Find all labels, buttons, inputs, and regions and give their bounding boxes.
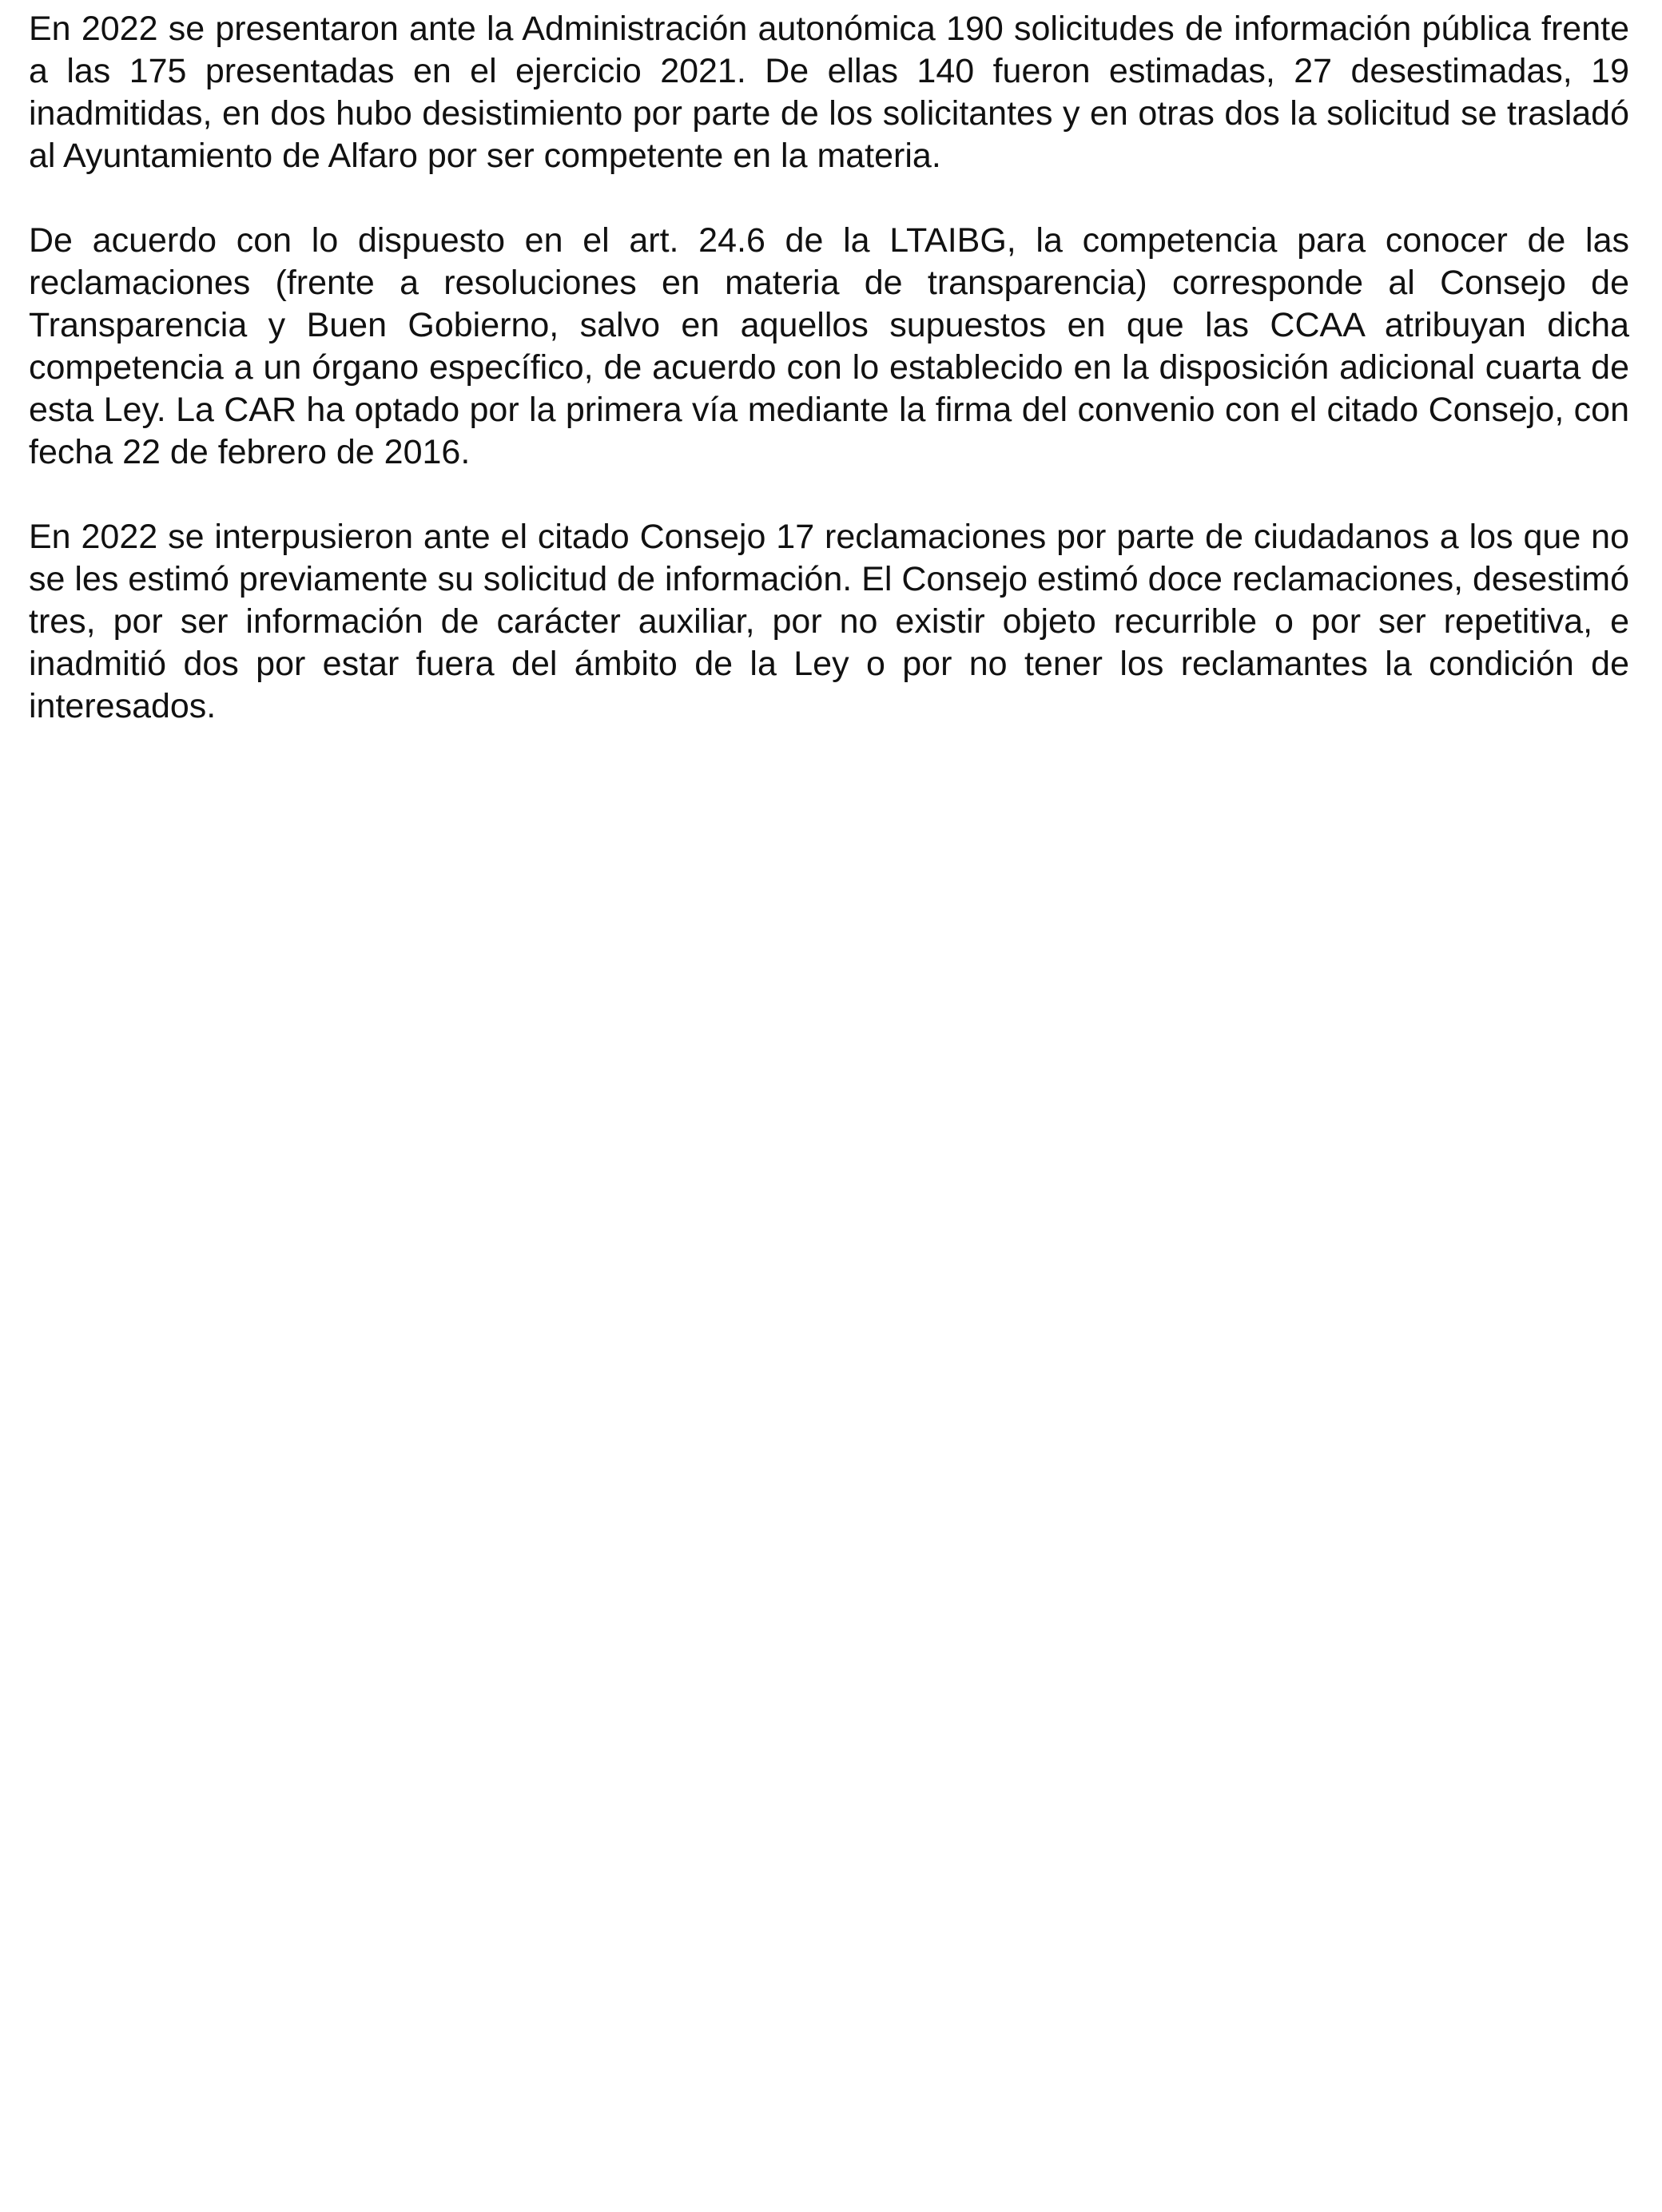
paragraph-competencia-reclamaciones: De acuerdo con lo dispuesto en el art. 24.6 de la LTAIBG, la competencia para conocer de las reclamaciones (frente a resoluciones en materia de transparencia) corresponde al Consejo de Transparencia y Buen Gobierno, salvo en aquellos supuestos en que las CCAA atribuyan dicha competencia a un órgano específico, de acuerdo con lo establecido en la disposición adicional cuarta de esta Ley. La CAR ha optado por la primera vía mediante la firma del convenio con el citado Consejo, con fecha 22 de febrero de 2016. [29, 221, 1629, 471]
document-page [29, 8, 1629, 770]
paragraph-solicitudes: En 2022 se presentaron ante la Administración autonómica 190 solicitudes de información pública frente a las 175 presentadas en el ejercicio 2021. De ellas 140 fueron estimadas, 27 desestimadas, 19 inadmitidas, en dos hubo desistimiento por parte de los solicitantes y en otras dos la solicitud se trasladó al Ayuntamiento de Alfaro por ser competente en la materia. [29, 10, 1629, 175]
paragraph-reclamaciones-2022: En 2022 se interpusieron ante el citado Consejo 17 reclamaciones por parte de ciudadanos a los que no se les estimó previamente su solicitud de información. El Consejo estimó doce reclamaciones, desestimó tres, por ser información de carácter auxiliar, por no existir objeto recurrible o por ser repetitiva, e inadmitió dos por estar fuera del ámbito de la Ley o por no tener los reclamantes la condición de interesados. [29, 518, 1629, 725]
